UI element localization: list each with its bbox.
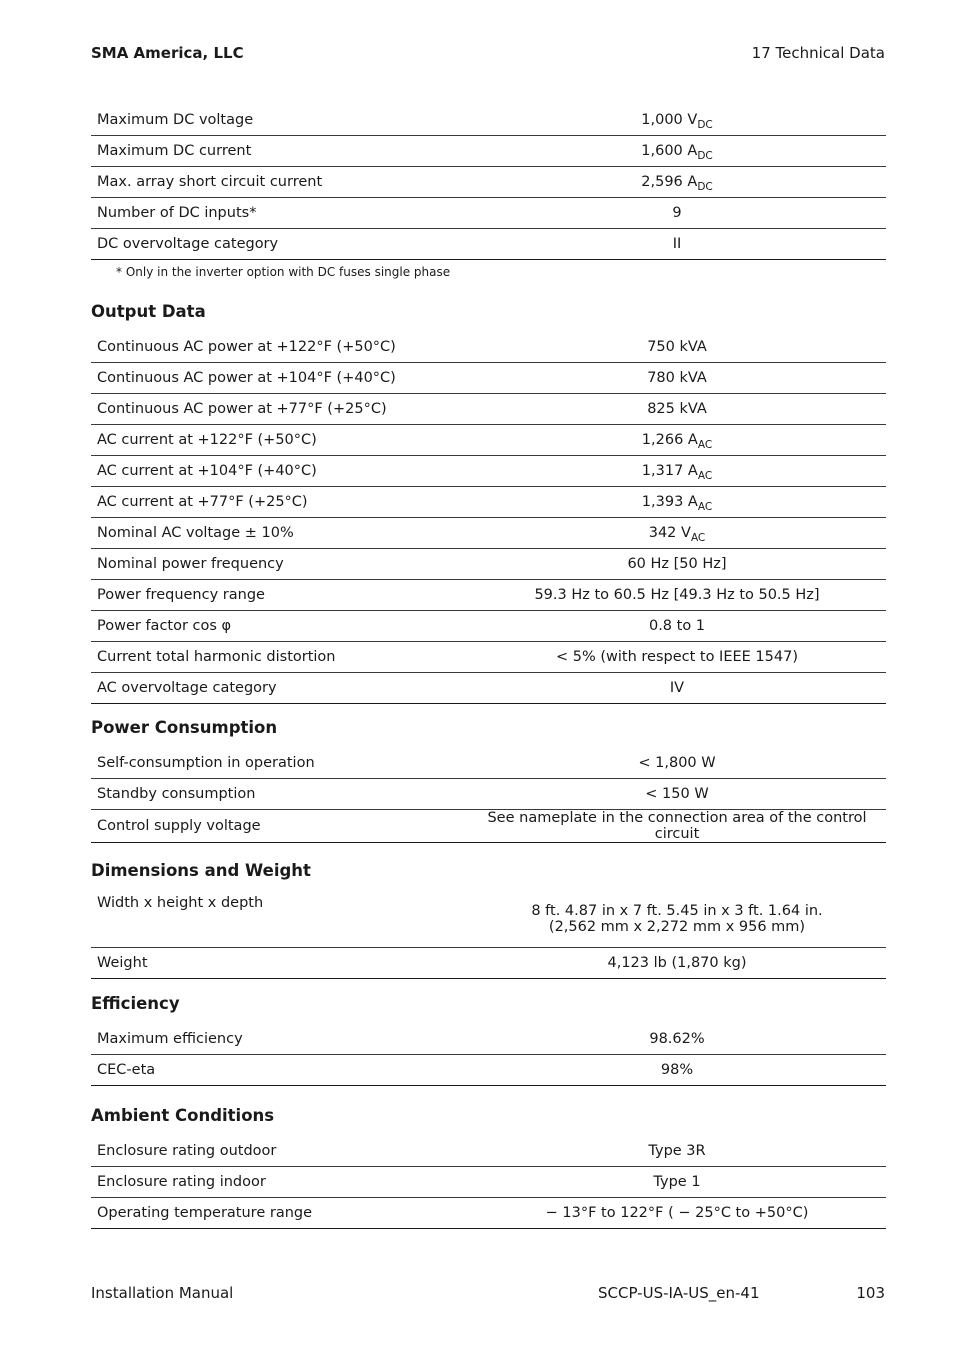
size-imperial: 8 ft. 4.87 in x 7 ft. 5.45 in x 3 ft. 1.64 in. — [531, 903, 823, 919]
spec-value — [468, 456, 886, 487]
spec-value-text: 0.8 to 1 — [648, 618, 706, 634]
power-consumption-table — [91, 748, 886, 843]
spec-label: Number of DC inputs* — [91, 198, 468, 229]
header-company: SMA America, LLC — [91, 44, 244, 62]
spec-label: Nominal power frequency — [91, 549, 468, 580]
table-row — [91, 136, 886, 167]
spec-value — [468, 611, 886, 642]
spec-value — [468, 1024, 886, 1055]
output-data-block — [91, 332, 886, 704]
footer-page-number: 103 — [856, 1284, 885, 1302]
spec-value-text: 825 kVA — [647, 401, 707, 417]
table-row — [91, 673, 886, 704]
spec-value — [468, 580, 886, 611]
ambient-title: Ambient Conditions — [91, 1106, 275, 1125]
spec-value-text: 750 kVA — [647, 339, 707, 355]
table-row — [91, 518, 886, 549]
table-row — [91, 611, 886, 642]
table-row — [91, 332, 886, 363]
spec-value-text: 2,596 A — [641, 174, 698, 190]
spec-label: Maximum DC current — [91, 136, 468, 167]
header-chapter: 17 Technical Data — [751, 44, 885, 62]
spec-value-text: See nameplate in the connection area of the control circuit — [487, 810, 867, 842]
spec-value-text: IV — [669, 680, 685, 696]
spec-value-text: − 13°F to 122°F ( − 25°C to +50°C) — [545, 1205, 809, 1221]
table-row — [91, 229, 886, 260]
spec-value: 4,123 lb (1,870 kg) — [468, 948, 886, 979]
spec-value-text: 1,393 A — [641, 494, 698, 510]
dimensions-table — [91, 891, 886, 979]
spec-value-text: 9 — [672, 205, 682, 221]
table-row — [91, 487, 886, 518]
table-row — [91, 1198, 886, 1229]
unit-subscript: DC — [697, 119, 713, 131]
unit-subscript: AC — [697, 501, 713, 513]
spec-label: AC overvoltage category — [91, 673, 468, 704]
spec-value — [468, 136, 886, 167]
spec-value-text: 1,266 A — [641, 432, 698, 448]
spec-label: Self-consumption in operation — [91, 748, 468, 779]
spec-value — [468, 891, 886, 948]
spec-label: AC current at +77°F (+25°C) — [91, 487, 468, 518]
spec-label: Continuous AC power at +104°F (+40°C) — [91, 363, 468, 394]
spec-label: Operating temperature range — [91, 1198, 468, 1229]
spec-label: Weight — [91, 948, 468, 979]
size-metric: (2,562 mm x 2,272 mm x 956 mm) — [548, 919, 806, 935]
efficiency-block — [91, 1024, 886, 1086]
spec-value-text: Type 1 — [653, 1174, 701, 1190]
spec-value — [468, 167, 886, 198]
spec-value — [468, 810, 886, 843]
spec-value — [468, 105, 886, 136]
unit-subscript: AC — [697, 470, 713, 482]
ambient-block — [91, 1136, 886, 1229]
spec-label: Maximum efficiency — [91, 1024, 468, 1055]
spec-label: Max. array short circuit current — [91, 167, 468, 198]
table-row — [91, 425, 886, 456]
spec-label: DC overvoltage category — [91, 229, 468, 260]
table-row — [91, 456, 886, 487]
dimensions-title: Dimensions and Weight — [91, 861, 311, 880]
spec-label: Power factor cos φ — [91, 611, 468, 642]
spec-value — [468, 549, 886, 580]
spec-value — [468, 363, 886, 394]
table-row — [91, 1136, 886, 1167]
table-row — [91, 810, 886, 843]
table-row — [91, 394, 886, 425]
table-row — [91, 167, 886, 198]
spec-value — [468, 394, 886, 425]
unit-subscript: DC — [697, 181, 713, 193]
spec-value — [468, 748, 886, 779]
footer-doc-code: SCCP-US-IA-US_en-41 — [598, 1284, 760, 1302]
spec-value — [468, 518, 886, 549]
spec-value-text: 59.3 Hz to 60.5 Hz [49.3 Hz to 50.5 Hz] — [534, 587, 820, 603]
spec-value-text: II — [672, 236, 682, 252]
spec-value-text: 98.62% — [649, 1031, 705, 1047]
spec-label: CEC-eta — [91, 1055, 468, 1086]
spec-value — [468, 229, 886, 260]
spec-label: Continuous AC power at +77°F (+25°C) — [91, 394, 468, 425]
dimensions-block — [91, 891, 886, 979]
dc-input-block — [91, 105, 886, 260]
spec-value — [468, 1055, 886, 1086]
spec-value — [468, 198, 886, 229]
spec-value — [468, 673, 886, 704]
efficiency-title: Efficiency — [91, 994, 180, 1013]
unit-subscript: AC — [697, 439, 713, 451]
spec-value-text: 1,600 A — [641, 143, 698, 159]
unit-subscript: AC — [690, 532, 706, 544]
spec-label: Enclosure rating indoor — [91, 1167, 468, 1198]
table-row — [91, 642, 886, 673]
table-row — [91, 891, 886, 948]
spec-value-text: < 1,800 W — [638, 755, 716, 771]
table-row — [91, 549, 886, 580]
spec-value-text: 342 V — [648, 525, 691, 541]
spec-label: Continuous AC power at +122°F (+50°C) — [91, 332, 468, 363]
table-row — [91, 198, 886, 229]
spec-value — [468, 487, 886, 518]
table-row — [91, 1167, 886, 1198]
power-consumption-block — [91, 748, 886, 843]
spec-label: AC current at +122°F (+50°C) — [91, 425, 468, 456]
footer-doc-title: Installation Manual — [91, 1284, 234, 1302]
spec-label: AC current at +104°F (+40°C) — [91, 456, 468, 487]
table-row — [91, 779, 886, 810]
spec-value — [468, 1136, 886, 1167]
power-consumption-title: Power Consumption — [91, 718, 278, 737]
spec-value-text: 1,000 V — [641, 112, 698, 128]
table-row — [91, 948, 886, 979]
spec-label: Power frequency range — [91, 580, 468, 611]
efficiency-table — [91, 1024, 886, 1086]
dc-footnote: * Only in the inverter option with DC fuses single phase — [116, 265, 451, 279]
dc-input-table — [91, 105, 886, 260]
table-row — [91, 748, 886, 779]
spec-label: Width x height x depth — [91, 891, 468, 948]
table-row — [91, 105, 886, 136]
spec-value — [468, 1167, 886, 1198]
table-row — [91, 1055, 886, 1086]
spec-value-text: < 5% (with respect to IEEE 1547) — [555, 649, 798, 665]
spec-value — [468, 332, 886, 363]
spec-value-text: < 150 W — [645, 786, 709, 802]
spec-value — [468, 642, 886, 673]
spec-value — [468, 1198, 886, 1229]
spec-value-text: 98% — [660, 1062, 694, 1078]
spec-value-text: 780 kVA — [647, 370, 707, 386]
spec-value — [468, 779, 886, 810]
spec-label: Maximum DC voltage — [91, 105, 468, 136]
output-data-title: Output Data — [91, 302, 206, 321]
spec-label: Control supply voltage — [91, 810, 468, 843]
unit-subscript: DC — [697, 150, 713, 162]
spec-label: Current total harmonic distortion — [91, 642, 468, 673]
spec-label: Standby consumption — [91, 779, 468, 810]
spec-label: Nominal AC voltage ± 10% — [91, 518, 468, 549]
spec-value-text: 1,317 A — [641, 463, 698, 479]
spec-label: Enclosure rating outdoor — [91, 1136, 468, 1167]
table-row — [91, 1024, 886, 1055]
ambient-table — [91, 1136, 886, 1229]
table-row — [91, 363, 886, 394]
spec-value-text: 60 Hz [50 Hz] — [627, 556, 727, 572]
spec-value — [468, 425, 886, 456]
output-data-table — [91, 332, 886, 704]
spec-value-text: Type 3R — [648, 1143, 706, 1159]
table-row — [91, 580, 886, 611]
